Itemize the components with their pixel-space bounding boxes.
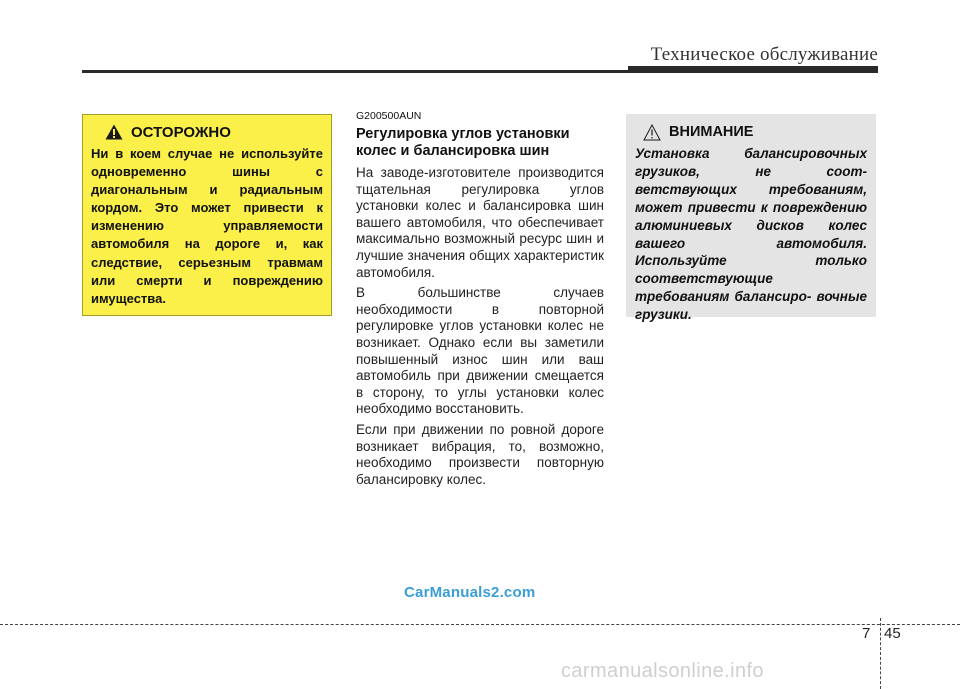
caution-header [643,122,867,142]
caution-box [626,114,876,323]
watermark-link[interactable]: CarManuals2.com [404,584,536,601]
warning-box [82,114,332,316]
section-title: Регулировка углов установки колес и балансировка шин [356,126,570,159]
site-watermark: carmanualsonline.info [561,660,764,682]
body-paragraph: На заводе-изготовителе производится тщательная регулировка углов установки колес и балансировка шин вашего автомобиля, что обеспечивает максимально возможный ресурс шин и лучшие значения общих характеристик автомобиля. [356,165,604,280]
caution-title: ВНИМАНИЕ [669,124,754,140]
footer-dashed-rule [0,624,960,625]
warning-triangle-icon [105,124,123,140]
page-number: 45 [884,625,901,642]
caution-text: Установка балансировочных грузиков, не соот- ветствующих требованиям, может привести к повреждению алюминиевых дисков колес вашего автомобиля. Используйте только соответствующие требованиям балансиро- вочные грузики. [635,146,867,323]
header-rule-accent [628,66,878,72]
warning-header [105,121,323,143]
warning-title: ОСТОРОЖНО [131,123,231,141]
chapter-number: 7 [862,625,871,642]
caution-triangle-icon [643,124,661,141]
body-paragraph: Если при движении по ровной дороге возникает вибрация, то, возможно, необходимо произвести повторную балансировку колес. [356,421,604,487]
body-paragraph: В большинстве случаев необходимости в повторной регулировке углов установки колес не возникает. Однако если вы заметили повышенный износ шин или ваш автомобиль при движении смещается в сторону, то углы установки колес необходимо восстановить. [356,285,604,417]
section-code: G200500AUN [356,110,422,122]
section-body [356,165,604,492]
footer-page-divider [880,618,881,689]
page-header-title: Техническое обслуживание [650,44,878,65]
warning-text: Ни в коем случае не используйте одновременно шины с диагональным и радиальным кордом. Это может привести к изменению управляемости автомобиля на дороге и, как следствие, серьезным травмам или смерти и повреждению имущества. [91,146,323,306]
